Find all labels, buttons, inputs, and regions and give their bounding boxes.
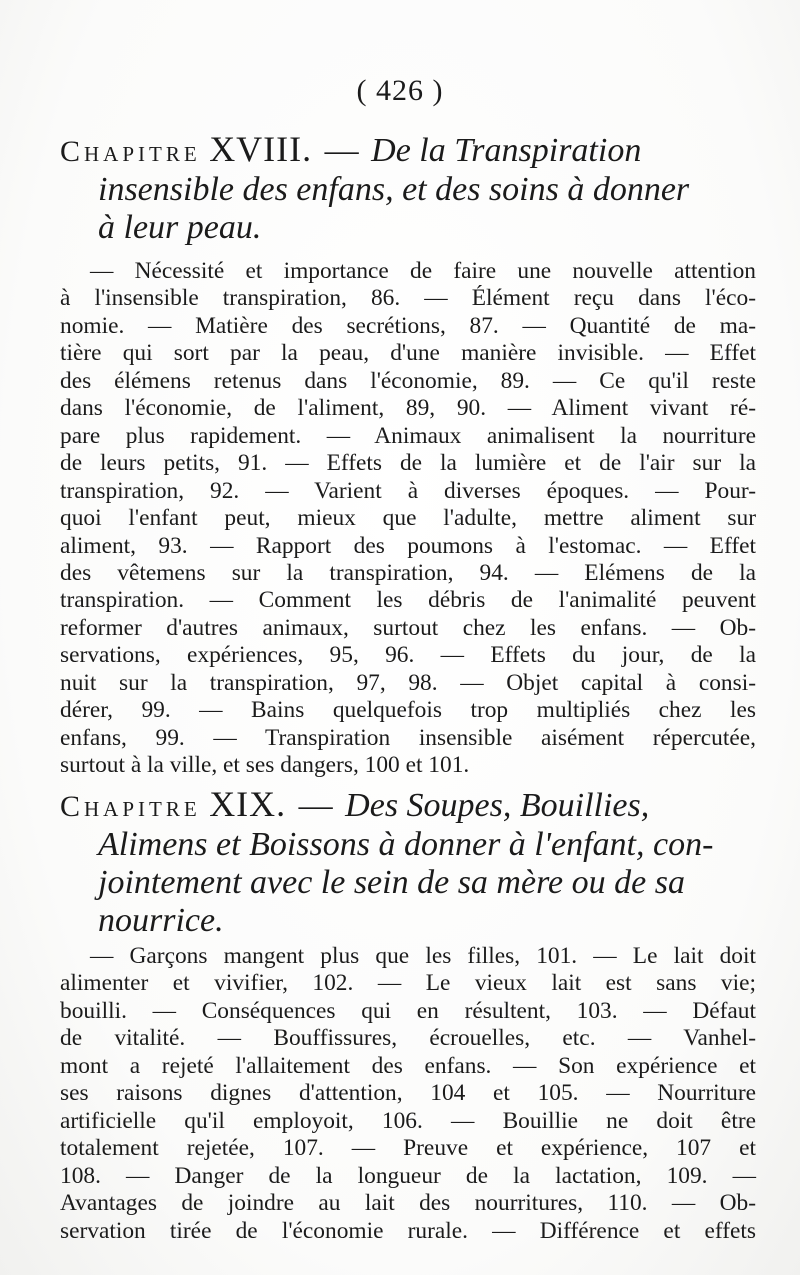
summary-line: Avantages de joindre au lait des nourritures, 110. — Ob- [60, 1190, 756, 1217]
summary-line: — Nécessité et importance de faire une nouvelle attention [90, 258, 756, 284]
chapter-number: XIX. [209, 784, 287, 824]
chapter-18-summary [60, 258, 756, 780]
summary-line: de leurs petits, 91. — Effets de la lumière et de l'air sur la [60, 450, 756, 477]
summary-line: quoi l'enfant peut, mieux que l'adulte, mettre aliment sur [60, 505, 756, 532]
summary-line: reformer d'autres animaux, surtout chez les enfans. — Ob- [60, 614, 756, 641]
chapter-title-line: De la Transpiration [371, 132, 642, 169]
summary-line: servations, expériences, 95, 96. — Effets du jour, de la [60, 642, 756, 669]
chapter-dash: — [324, 132, 359, 169]
chapter-title-line: jointement avec le sein de sa mère ou de sa [98, 864, 685, 901]
summary-line: des vêtemens sur la transpiration, 94. — Elémens de la [60, 559, 756, 586]
summary-line: enfans, 99. — Transpiration insensible aisément répercutée, [60, 724, 756, 751]
summary-line: 108. — Danger de la longueur de la lactation, 109. — [60, 1162, 756, 1189]
chapter-title-line: Alimens et Boissons à donner à l'enfant, con- [98, 826, 714, 863]
summary-line: tière qui sort par la peau, d'une manière invisible. — Effet [60, 340, 756, 367]
chapter-number: XVIII. [209, 129, 313, 169]
summary-line: alimenter et vivifier, 102. — Le vieux lait est sans vie; [60, 970, 756, 997]
page-number: ( 426 ) [356, 74, 444, 107]
chapter-19-summary [60, 943, 756, 1245]
chapter-title-line: insensible des enfans, et des soins à donner [98, 171, 690, 208]
summary-line: à l'insensible transpiration, 86. — Élément reçu dans l'éco- [60, 285, 756, 312]
summary-line: aliment, 93. — Rapport des poumons à l'estomac. — Effet [60, 532, 756, 559]
chapter-19-heading-block [60, 785, 760, 940]
summary-line: transpiration. — Comment les débris de l'animalité peuvent [60, 587, 756, 614]
summary-line: dans l'économie, de l'aliment, 89, 90. — Aliment vivant ré- [60, 395, 756, 422]
summary-line: servation tirée de l'économie rurale. — Différence et effets [60, 1217, 756, 1244]
summary-line: pare plus rapidement. — Animaux animalisent la nourriture [60, 422, 756, 449]
chapter-title-line: à leur peau. [98, 209, 262, 246]
summary-line: transpiration, 92. — Varient à diverses époques. — Pour- [60, 477, 756, 504]
chapter-dash: — [298, 787, 333, 824]
summary-line: nuit sur la transpiration, 97, 98. — Objet capital à consi- [60, 669, 756, 696]
chapter-18-heading-block [60, 130, 760, 247]
chapter-label: Chapitre [60, 135, 201, 168]
chapter-title-line: Des Soupes, Bouillies, [345, 787, 650, 824]
chapter-title-line: nourrice. [98, 902, 224, 939]
chapter-label: Chapitre [60, 790, 201, 823]
summary-line: totalement rejetée, 107. — Preuve et expérience, 107 et [60, 1135, 756, 1162]
summary-line: des élémens retenus dans l'économie, 89. — Ce qu'il reste [60, 367, 756, 394]
chapter-18-heading [60, 130, 760, 247]
chapter-19-heading [60, 785, 760, 940]
summary-line: de vitalité. — Bouffissures, écrouelles, etc. — Vanhel- [60, 1025, 756, 1052]
summary-line: artificielle qu'il employoit, 106. — Bouillie ne doit être [60, 1107, 756, 1134]
summary-line: surtout à la ville, et ses dangers, 100 et 101. [60, 752, 470, 779]
summary-line: ses raisons dignes d'attention, 104 et 105. — Nourriture [60, 1080, 756, 1107]
summary-line: bouilli. — Conséquences qui en résultent, 103. — Défaut [60, 997, 756, 1024]
summary-line: — Garçons mangent plus que les filles, 101. — Le lait doit [90, 943, 756, 969]
summary-line: nomie. — Matière des secrétions, 87. — Quantité de ma- [60, 312, 756, 339]
summary-line: mont a rejeté l'allaitement des enfans. — Son expérience et [60, 1052, 756, 1079]
summary-line: dérer, 99. — Bains quelquefois trop multipliés chez les [60, 697, 756, 724]
